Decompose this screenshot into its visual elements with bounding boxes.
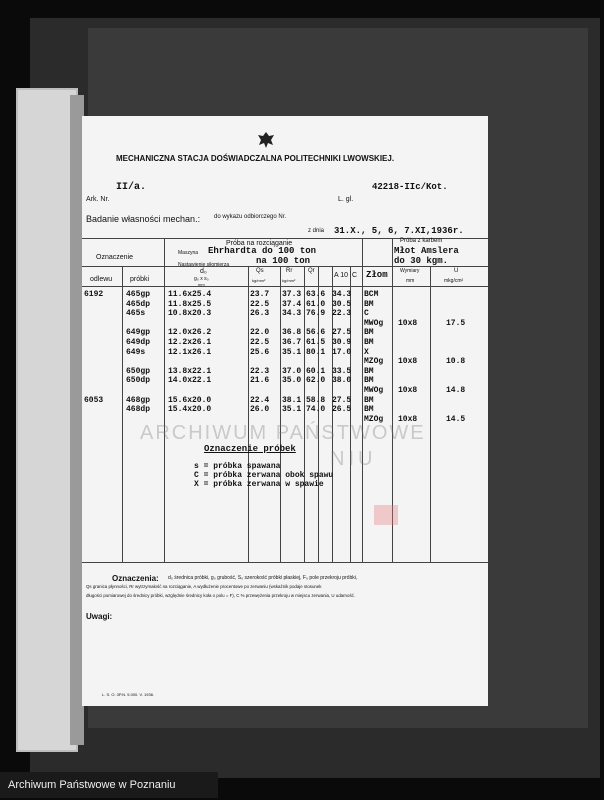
proba-rozciaganie-header: Próba na rozciąganie	[226, 240, 293, 247]
cell-a: 17.0	[332, 347, 352, 357]
cell-rr: 35.1	[282, 405, 302, 415]
maszyna-label: Maszyna	[178, 250, 199, 256]
cell-rr: 38.1	[282, 395, 302, 405]
cell-a: 33.5	[332, 366, 352, 376]
cell-a: 22.3	[332, 309, 352, 319]
cell-probka: 465gp	[126, 290, 151, 299]
cell-zlom: BM	[364, 328, 374, 338]
watermark-line-1: ARCHIWUM PAŃSTWOWE	[140, 422, 426, 444]
print-mark: L. S. O. 3P.N. 5.000. V. 1936.	[102, 692, 155, 697]
cell-qs: 22.5	[250, 338, 270, 347]
cell-a: 27.5	[332, 328, 352, 338]
cell-qs: 22.5	[250, 299, 270, 309]
odlewu-header: odlewu	[90, 276, 113, 283]
cell-wym: 10x8	[398, 386, 418, 395]
do30-value: do 30 kgm.	[394, 256, 449, 266]
cell-a: 34.3	[332, 290, 352, 299]
cell-odlew: 6192	[84, 290, 104, 299]
cell-zlom: MZOg	[364, 414, 384, 424]
cell-qs: 21.6	[250, 376, 270, 386]
col-line-2	[164, 238, 165, 562]
cell-qs: 26.0	[250, 405, 270, 415]
cell-qs: 23.7	[250, 290, 270, 299]
oznaczenie-header: Oznaczenie	[96, 254, 133, 261]
col-line-5	[304, 266, 305, 562]
cell-dim: 14.0x22.1	[168, 376, 212, 386]
cell-dim: 10.8x20.3	[168, 309, 212, 319]
qr-label: Qr	[308, 268, 315, 274]
cell-wym: 10x8	[398, 414, 418, 424]
ark-label: Ark. Nr.	[86, 196, 110, 203]
wymiary-label: Wymiary	[400, 268, 420, 274]
date-value: 31.X., 5, 6, 7.XI,1936r.	[334, 226, 464, 236]
cell-a: 27.5	[332, 395, 352, 405]
red-stamp-mark	[374, 505, 398, 525]
cell-dim: 12.0x26.2	[168, 328, 212, 338]
cell-a: 26.5	[332, 405, 352, 415]
cell-rr: 36.7	[282, 338, 302, 347]
col-line-9	[362, 238, 363, 562]
notes-title: Oznaczenia:	[112, 574, 159, 583]
probki-header: próbki	[130, 276, 150, 283]
cell-probka: 649gp	[126, 328, 151, 338]
cell-zlom: X	[364, 347, 369, 357]
z-dnia-label: z dnia	[308, 228, 325, 234]
cell-qr: 76.9	[306, 309, 326, 319]
ark-value: II/a.	[116, 182, 147, 193]
legend-line-2: C = próbka zerwana obok spawu	[194, 471, 334, 480]
cell-wym: 10x8	[398, 357, 418, 367]
cell-probka: 649dp	[126, 338, 151, 347]
cell-qr: 61.5	[306, 338, 326, 347]
cell-odlew: 6053	[84, 395, 104, 405]
cell-qs: 22.0	[250, 328, 270, 338]
cell-probka: 650gp	[126, 366, 151, 376]
cell-zlom: BM	[364, 338, 374, 347]
cell-zlom: BM	[364, 366, 374, 376]
notes-line-2: Qs granica płynności, Rr wytrzymałość na rozciąganie, A wydłużenie procentowe po zerwaniu (wskaźnik podaje stosunek	[86, 584, 322, 589]
cell-rr: 37.4	[282, 299, 302, 309]
uwagi-label: Uwagi:	[86, 612, 113, 621]
g-label: g₀ x s₀	[194, 276, 209, 282]
cell-rr: 35.1	[282, 347, 302, 357]
cell-u: 10.8	[446, 357, 466, 367]
cell-dim: 13.8x22.1	[168, 366, 212, 376]
cell-qr: 60.1	[306, 366, 326, 376]
col-line-11	[430, 266, 431, 562]
legend-line-3: X = próbka zerwana w spawie	[194, 480, 324, 489]
zlom-header: Złom	[366, 270, 388, 280]
cell-probka: 465dp	[126, 299, 151, 309]
cell-probka: 468dp	[126, 405, 151, 415]
mm-label: mm	[198, 282, 205, 287]
left-paper-strip	[16, 88, 78, 752]
cell-dim: 11.8x25.5	[168, 299, 212, 309]
cell-probka: 650dp	[126, 376, 151, 386]
cell-rr: 37.3	[282, 290, 302, 299]
cell-qs: 26.3	[250, 309, 270, 319]
na-value: na 100 ton	[256, 256, 311, 266]
cell-qr: 58.8	[306, 395, 326, 405]
l-label: L. gl.	[338, 196, 354, 203]
cell-dim: 12.1x26.1	[168, 347, 212, 357]
cell-qr: 74.0	[306, 405, 326, 415]
cell-zlom: BM	[364, 376, 374, 386]
maszyna-value: Ehrhardta do 100 ton	[208, 246, 317, 256]
cell-dim: 11.6x25.4	[168, 290, 212, 299]
cell-qr: 56.6	[306, 328, 326, 338]
proba-karb-header: Próba z karbem	[400, 238, 443, 244]
mlot-value: Młot Amslera	[394, 246, 459, 256]
cell-qr: 62.0	[306, 376, 326, 386]
cell-probka: 649s	[126, 347, 146, 357]
badanie-label: Badanie własności mechan.:	[86, 214, 201, 224]
cell-rr: 37.0	[282, 366, 302, 376]
institute-name: MECHANICZNA STACJA DOŚWIADCZALNA POLITECHNIKI LWOWSKIEJ.	[116, 154, 395, 163]
kgmm1-label: kg/mm²	[252, 278, 266, 283]
cell-rr: 35.0	[282, 376, 302, 386]
cell-zlom: C	[364, 309, 369, 319]
cell-zlom: BCM	[364, 290, 379, 299]
cell-dim: 15.6x20.0	[168, 395, 212, 405]
cell-u: 14.8	[446, 386, 466, 395]
l-value: 42218-IIc/Kot.	[372, 182, 448, 192]
cell-probka: 468gp	[126, 395, 151, 405]
cell-u: 17.5	[446, 318, 466, 328]
kgcm-label: mkg/cm²	[444, 278, 464, 284]
cell-zlom: BM	[364, 395, 374, 405]
cell-zlom: MZOg	[364, 357, 384, 367]
cell-zlom: BM	[364, 299, 374, 309]
col-line-4	[280, 266, 281, 562]
cell-wym: 10x8	[398, 318, 418, 328]
kgmm2-label: kg/mm²	[282, 278, 296, 283]
cell-a: 38.0	[332, 376, 352, 386]
cell-qr: 63.6	[306, 290, 326, 299]
c-label: C	[352, 272, 358, 279]
cell-qs: 22.4	[250, 395, 270, 405]
nastawienie-label: Nastawienie siłomierza	[178, 262, 230, 268]
cell-zlom: BM	[364, 405, 374, 415]
watermark-line-2: NIU	[330, 448, 377, 470]
rr-label: Rr	[286, 268, 293, 274]
cell-qr: 80.1	[306, 347, 326, 357]
u-label: U	[454, 268, 459, 274]
document-page	[82, 116, 488, 706]
col-line-3	[248, 266, 249, 562]
notes-line-1: d₀ średnica próbki, g₀ grubość, S₀ szerokość próbki płaskiej, F₀ pole przekroju próbki,	[168, 575, 358, 581]
wykaz-label: do wykazu odbiorczego Nr.	[214, 214, 287, 220]
qs-label: Qs	[256, 268, 264, 274]
d-label: d₀	[200, 268, 207, 275]
cell-zlom: MWOg	[364, 318, 384, 328]
cell-dim: 15.4x20.0	[168, 405, 212, 415]
archive-footer: Archiwum Państwowe w Poznaniu	[0, 772, 218, 798]
a10-label: A 10	[334, 272, 349, 279]
cell-a: 30.5	[332, 299, 352, 309]
cell-zlom: MWOg	[364, 386, 384, 395]
col-line-1	[122, 266, 123, 562]
cell-qr: 61.0	[306, 299, 326, 309]
cell-probka: 465s	[126, 309, 146, 319]
eagle-emblem-icon	[256, 130, 276, 150]
cell-a: 30.9	[332, 338, 352, 347]
cell-u: 14.5	[446, 414, 466, 424]
legend-title: Oznaczenie próbek	[204, 444, 296, 454]
cell-qs: 22.3	[250, 366, 270, 376]
cell-rr: 34.3	[282, 309, 302, 319]
table-subheader-line	[82, 286, 488, 287]
legend-line-1: s = próbka spawana	[194, 462, 281, 471]
cell-dim: 12.2x26.1	[168, 338, 212, 347]
cell-rr: 36.8	[282, 328, 302, 338]
notes-line-3: długości pomiarowej do średnicy próbki, względnie średnicy koła o polu = F), C % przewężenia przekroju w miejscu zerwania, U udarność.	[86, 593, 356, 598]
table-bottom-line	[82, 562, 488, 563]
table-header-line	[82, 266, 488, 267]
cell-qs: 25.6	[250, 347, 270, 357]
mm2-label: mm	[406, 278, 415, 284]
